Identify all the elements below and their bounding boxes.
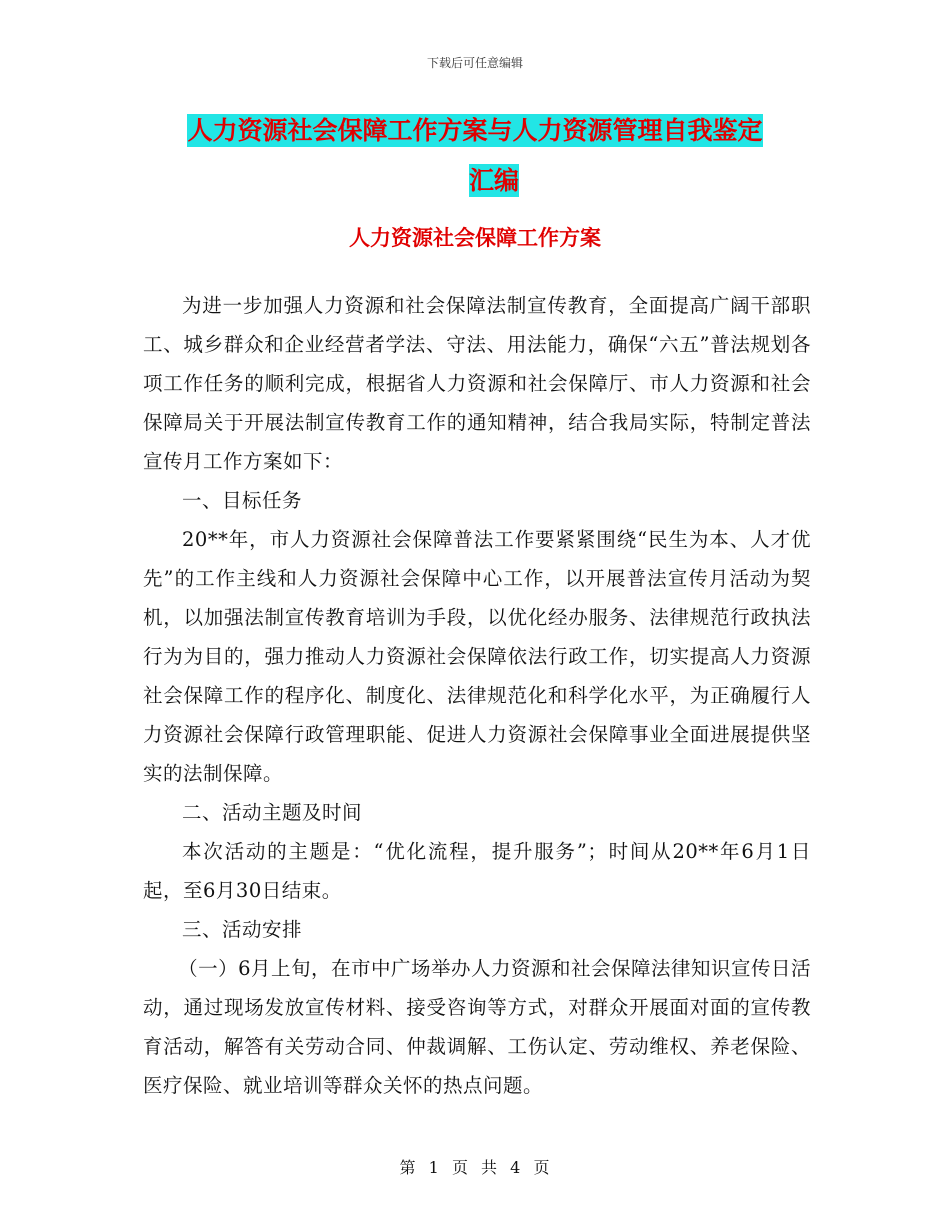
footer-page-word: 页 (451, 1158, 469, 1177)
paragraph-arrangement-1: （一）6月上旬，在市中广场举办人力资源和社会保障法律知识宣传日活动，通过现场发放宣传材料、接受咨询等方式，对群众开展面对面的宣传教育活动，解答有关劳动合同、仲裁调解、工伤认定、劳动维权、养老保险、医疗保险、就业培训等群众关怀的热点问题。 (143, 957, 812, 1097)
document-title-line1: 人力资源社会保障工作方案与人力资源管理自我鉴定 (187, 116, 763, 145)
document-title (0, 108, 950, 204)
document-title-line2: 汇编 (468, 166, 519, 195)
paragraph-theme-time: 本次活动的主题是：“优化流程，提升服务”；时间从20**年6月1日起，至6月30日结束。 (143, 840, 811, 902)
footer-total-prefix: 共 (481, 1158, 499, 1177)
heading-theme-time: 二、活动主题及时间 (182, 801, 363, 824)
footer-prefix: 第 (399, 1158, 417, 1177)
page-footer (0, 1155, 950, 1178)
header-note: 下载后可任意编辑 (426, 56, 523, 70)
heading-arrangements: 三、活动安排 (182, 918, 303, 941)
heading-goals: 一、目标任务 (182, 489, 303, 512)
footer-current-page: 1 (428, 1158, 440, 1177)
footer-total-pages: 4 (510, 1158, 522, 1177)
footer-total-suffix: 页 (533, 1158, 551, 1177)
paragraph-goals: 20**年，市人力资源社会保障普法工作要紧紧围绕“民生为本、人才优先”的工作主线和人力资源社会保障中心工作，以开展普法宣传月活动为契机，以加强法制宣传教育培训为手段，以优化经办服务、法律规范行政执法行为为目的，强力推动人力资源社会保障依法行政工作，切实提高人力资源社会保障工作的程序化、制度化、法律规范化和科学化水平，为正确履行人力资源社会保障行政管理职能、促进人力资源社会保障事业全面进展提供坚实的法制保障。 (143, 528, 811, 785)
section-title: 人力资源社会保障工作方案 (349, 225, 601, 250)
paragraph-intro: 为进一步加强人力资源和社会保障法制宣传教育，全面提高广阔干部职工、城乡群众和企业经营者学法、守法、用法能力，确保“六五”普法规划各项工作任务的顺利完成，根据省人力资源和社会保障厅、市人力资源和社会保障局关于开展法制宣传教育工作的通知精神，结合我局实际，特制定普法宣传月工作方案如下： (143, 294, 811, 473)
document-body (143, 286, 811, 1105)
